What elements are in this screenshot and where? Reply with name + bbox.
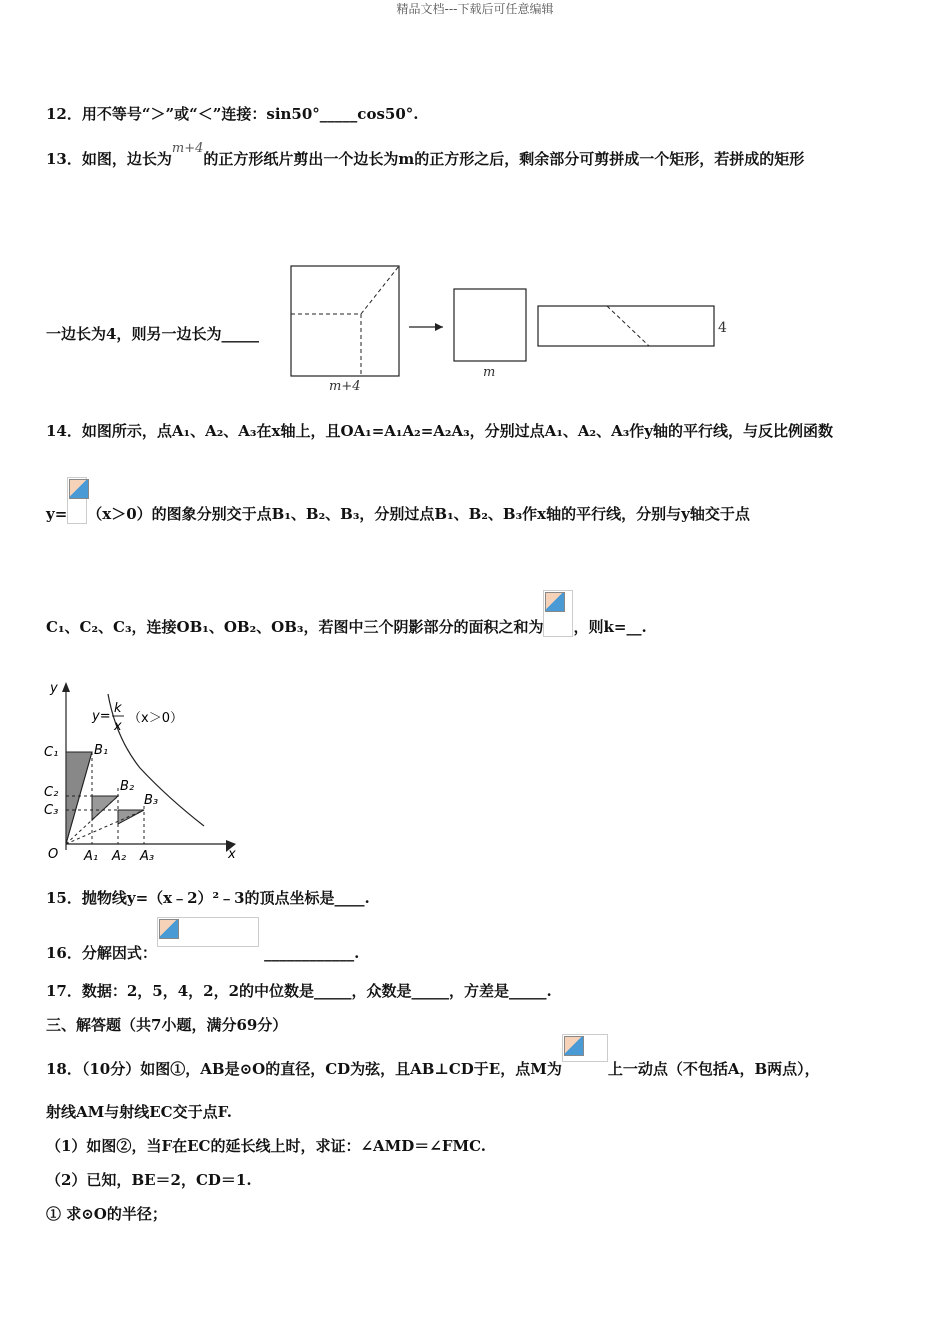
fig13-label-rect: 4	[718, 320, 727, 336]
fig14-x: x	[114, 719, 122, 734]
question-16	[46, 917, 360, 962]
fig14-y-axis: y	[50, 681, 58, 696]
image-icon	[564, 1036, 584, 1056]
fig14-C3: C₃	[44, 803, 59, 818]
question-14-line3	[46, 590, 647, 637]
image-icon	[159, 919, 179, 939]
question-18-line2: 射线AM与射线EC交于点F.	[46, 1103, 232, 1121]
q14-yeq: y=	[46, 505, 68, 523]
fig14-func: y=	[92, 709, 111, 724]
q14-text-c2: ，则k=__.	[573, 618, 647, 636]
question-14-line2	[46, 477, 750, 524]
formula-image-placeholder	[157, 917, 259, 947]
q14-text-c1: C₁、C₂、C₃，连接OB₁、OB₂、OB₃，若图中三个阴影部分的面积之和为	[46, 618, 544, 636]
fig14-x-axis: x	[228, 847, 236, 862]
fig14-B3: B₃	[144, 793, 159, 808]
fig14-B1: B₁	[94, 743, 109, 758]
formula-image-placeholder	[67, 477, 87, 524]
formula-image-placeholder	[562, 1034, 608, 1062]
page-header: 精品文档---下载后可任意编辑	[396, 2, 554, 16]
fig14-C1: C₁	[44, 745, 59, 760]
q18-text-b: 上一动点（不包括A，B两点），	[607, 1060, 820, 1078]
question-18-part1: （1）如图②，当F在EC的延长线上时，求证：∠AMD＝∠FMC.	[46, 1137, 486, 1155]
fig13-label-small: m	[483, 365, 496, 380]
question-15: 15．抛物线y=（x﹣2）²﹣3的顶点坐标是____.	[46, 889, 370, 907]
formula-image-placeholder	[543, 590, 573, 637]
fig14-A3: A₃	[140, 849, 155, 864]
question-17: 17．数据：2，5，4，2，2的中位数是_____，众数是_____，方差是_____.	[46, 982, 552, 1000]
image-icon	[545, 592, 565, 612]
fig14-k: k	[114, 701, 122, 716]
fig14-origin: O	[48, 847, 59, 862]
fig14-A2: A₂	[112, 849, 127, 864]
question-13-line2: 一边长为4，则另一边长为_____	[46, 325, 259, 343]
image-icon	[69, 479, 89, 499]
fig13-label-big: m+4	[329, 379, 361, 394]
question-18-line1	[46, 1034, 820, 1078]
question-18-part2: （2）已知，BE＝2，CD＝1.	[46, 1171, 252, 1189]
q16-text-a: 16．分解因式：	[46, 944, 157, 962]
question-13-line1	[46, 141, 805, 169]
question-12: 12．用不等号“＞”或“＜”连接：sin50°_____cos50°.	[46, 105, 419, 123]
fig14-cond: （x＞0）	[128, 711, 183, 726]
section-3-title: 三、解答题（共7小题，满分69分）	[46, 1016, 288, 1034]
q13-text-b: 的正方形纸片剪出一个边长为m的正方形之后，剩余部分可剪拼成一个矩形，若拼成的矩形	[203, 150, 805, 168]
figure-14	[40, 678, 250, 868]
question-18-part2-sub1: ① 求⊙O的半径；	[46, 1205, 167, 1223]
fig14-C2: C₂	[44, 785, 59, 800]
question-14-line1: 14．如图所示，点A₁、A₂、A₃在x轴上，且OA₁=A₁A₂=A₂A₃，分别过点A₁、A₂、A₃作y轴的平行线，与反比例函数	[46, 422, 834, 440]
fig14-A1: A₁	[84, 849, 99, 864]
q18-text-a: 18．（10分）如图①，AB是⊙O的直径，CD为弦，且AB⊥CD于E，点M为	[46, 1060, 562, 1078]
q13-expr: m+4	[171, 141, 204, 156]
q14-text-b: （x＞0）的图象分别交于点B₁、B₂、B₃，分别过点B₁、B₂、B₃作x轴的平行线，分别与y轴交于点	[87, 505, 750, 523]
q16-text-b: ____________.	[264, 944, 360, 962]
figure-13	[285, 258, 735, 398]
fig14-B2: B₂	[120, 779, 135, 794]
q13-text-a: 13．如图，边长为	[46, 150, 172, 168]
